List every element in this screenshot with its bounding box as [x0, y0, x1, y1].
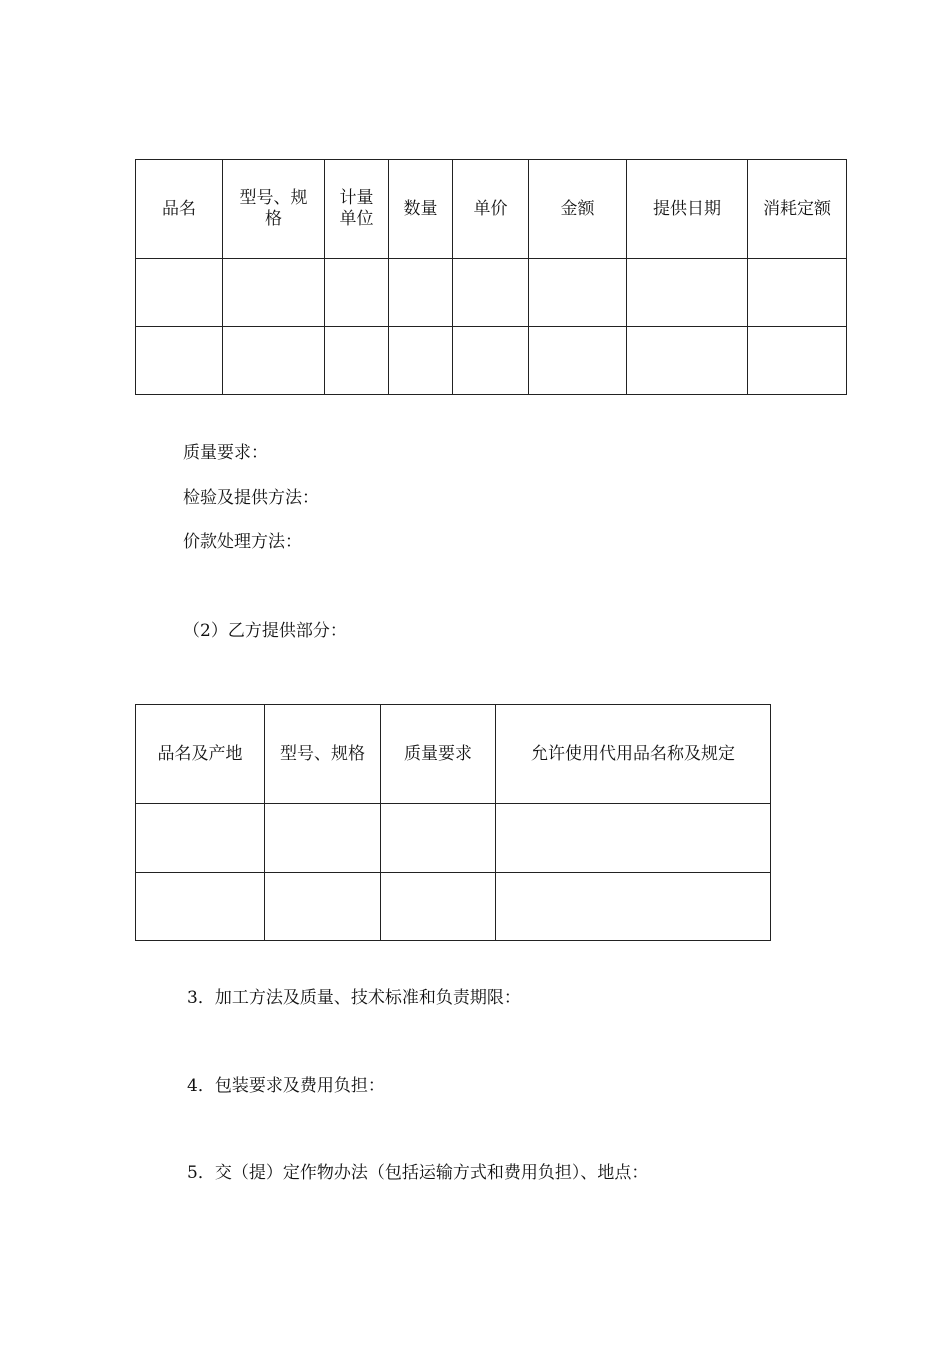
table-header-row — [136, 160, 847, 259]
header-cell: 数量 — [389, 160, 453, 259]
header-cell: 品名及产地 — [136, 705, 265, 804]
table-cell[interactable] — [627, 259, 748, 327]
materials-table-party-b — [135, 704, 771, 941]
header-cell: 质量要求 — [381, 705, 496, 804]
header-cell: 金额 — [529, 160, 627, 259]
table-row — [136, 804, 771, 873]
table-cell[interactable] — [389, 327, 453, 395]
header-cell: 消耗定额 — [748, 160, 847, 259]
table-cell[interactable] — [748, 259, 847, 327]
header-cell: 单价 — [453, 160, 529, 259]
table-cell[interactable] — [453, 327, 529, 395]
quality-requirement-label: 质量要求： — [183, 443, 268, 463]
table-cell[interactable] — [325, 327, 389, 395]
materials-table-party-a — [135, 159, 847, 395]
inspection-method-label: 检验及提供方法： — [183, 488, 319, 508]
table-cell[interactable] — [389, 259, 453, 327]
payment-method-label: 价款处理方法： — [183, 532, 302, 552]
table-cell[interactable] — [627, 327, 748, 395]
header-cell: 计量单位 — [325, 160, 389, 259]
table-row — [136, 873, 771, 941]
header-cell: 品名 — [136, 160, 223, 259]
table-cell[interactable] — [136, 259, 223, 327]
table-cell[interactable] — [748, 327, 847, 395]
table-cell[interactable] — [265, 873, 381, 941]
table-cell[interactable] — [325, 259, 389, 327]
table-cell[interactable] — [496, 804, 771, 873]
table-cell[interactable] — [529, 327, 627, 395]
clause-4-packaging: 4．包装要求及费用负担： — [187, 1076, 385, 1096]
clause-5-delivery: 5．交（提）定作物办法（包括运输方式和费用负担）、地点： — [187, 1163, 649, 1183]
table-row — [136, 327, 847, 395]
table-header-row — [136, 705, 771, 804]
table-cell[interactable] — [223, 327, 325, 395]
party-b-supplied-heading: （2）乙方提供部分： — [183, 621, 347, 641]
table-cell[interactable] — [136, 327, 223, 395]
table-cell[interactable] — [496, 873, 771, 941]
table-cell[interactable] — [381, 804, 496, 873]
header-cell: 允许使用代用品名称及规定 — [496, 705, 771, 804]
table-row — [136, 259, 847, 327]
table-cell[interactable] — [381, 873, 496, 941]
header-cell: 提供日期 — [627, 160, 748, 259]
table-cell[interactable] — [136, 873, 265, 941]
table-cell[interactable] — [223, 259, 325, 327]
table-cell[interactable] — [265, 804, 381, 873]
table-cell[interactable] — [529, 259, 627, 327]
table-cell[interactable] — [136, 804, 265, 873]
table-cell[interactable] — [453, 259, 529, 327]
header-cell: 型号、规格 — [223, 160, 325, 259]
clause-3-processing-method: 3．加工方法及质量、技术标准和负责期限： — [187, 988, 521, 1008]
header-cell: 型号、规格 — [265, 705, 381, 804]
